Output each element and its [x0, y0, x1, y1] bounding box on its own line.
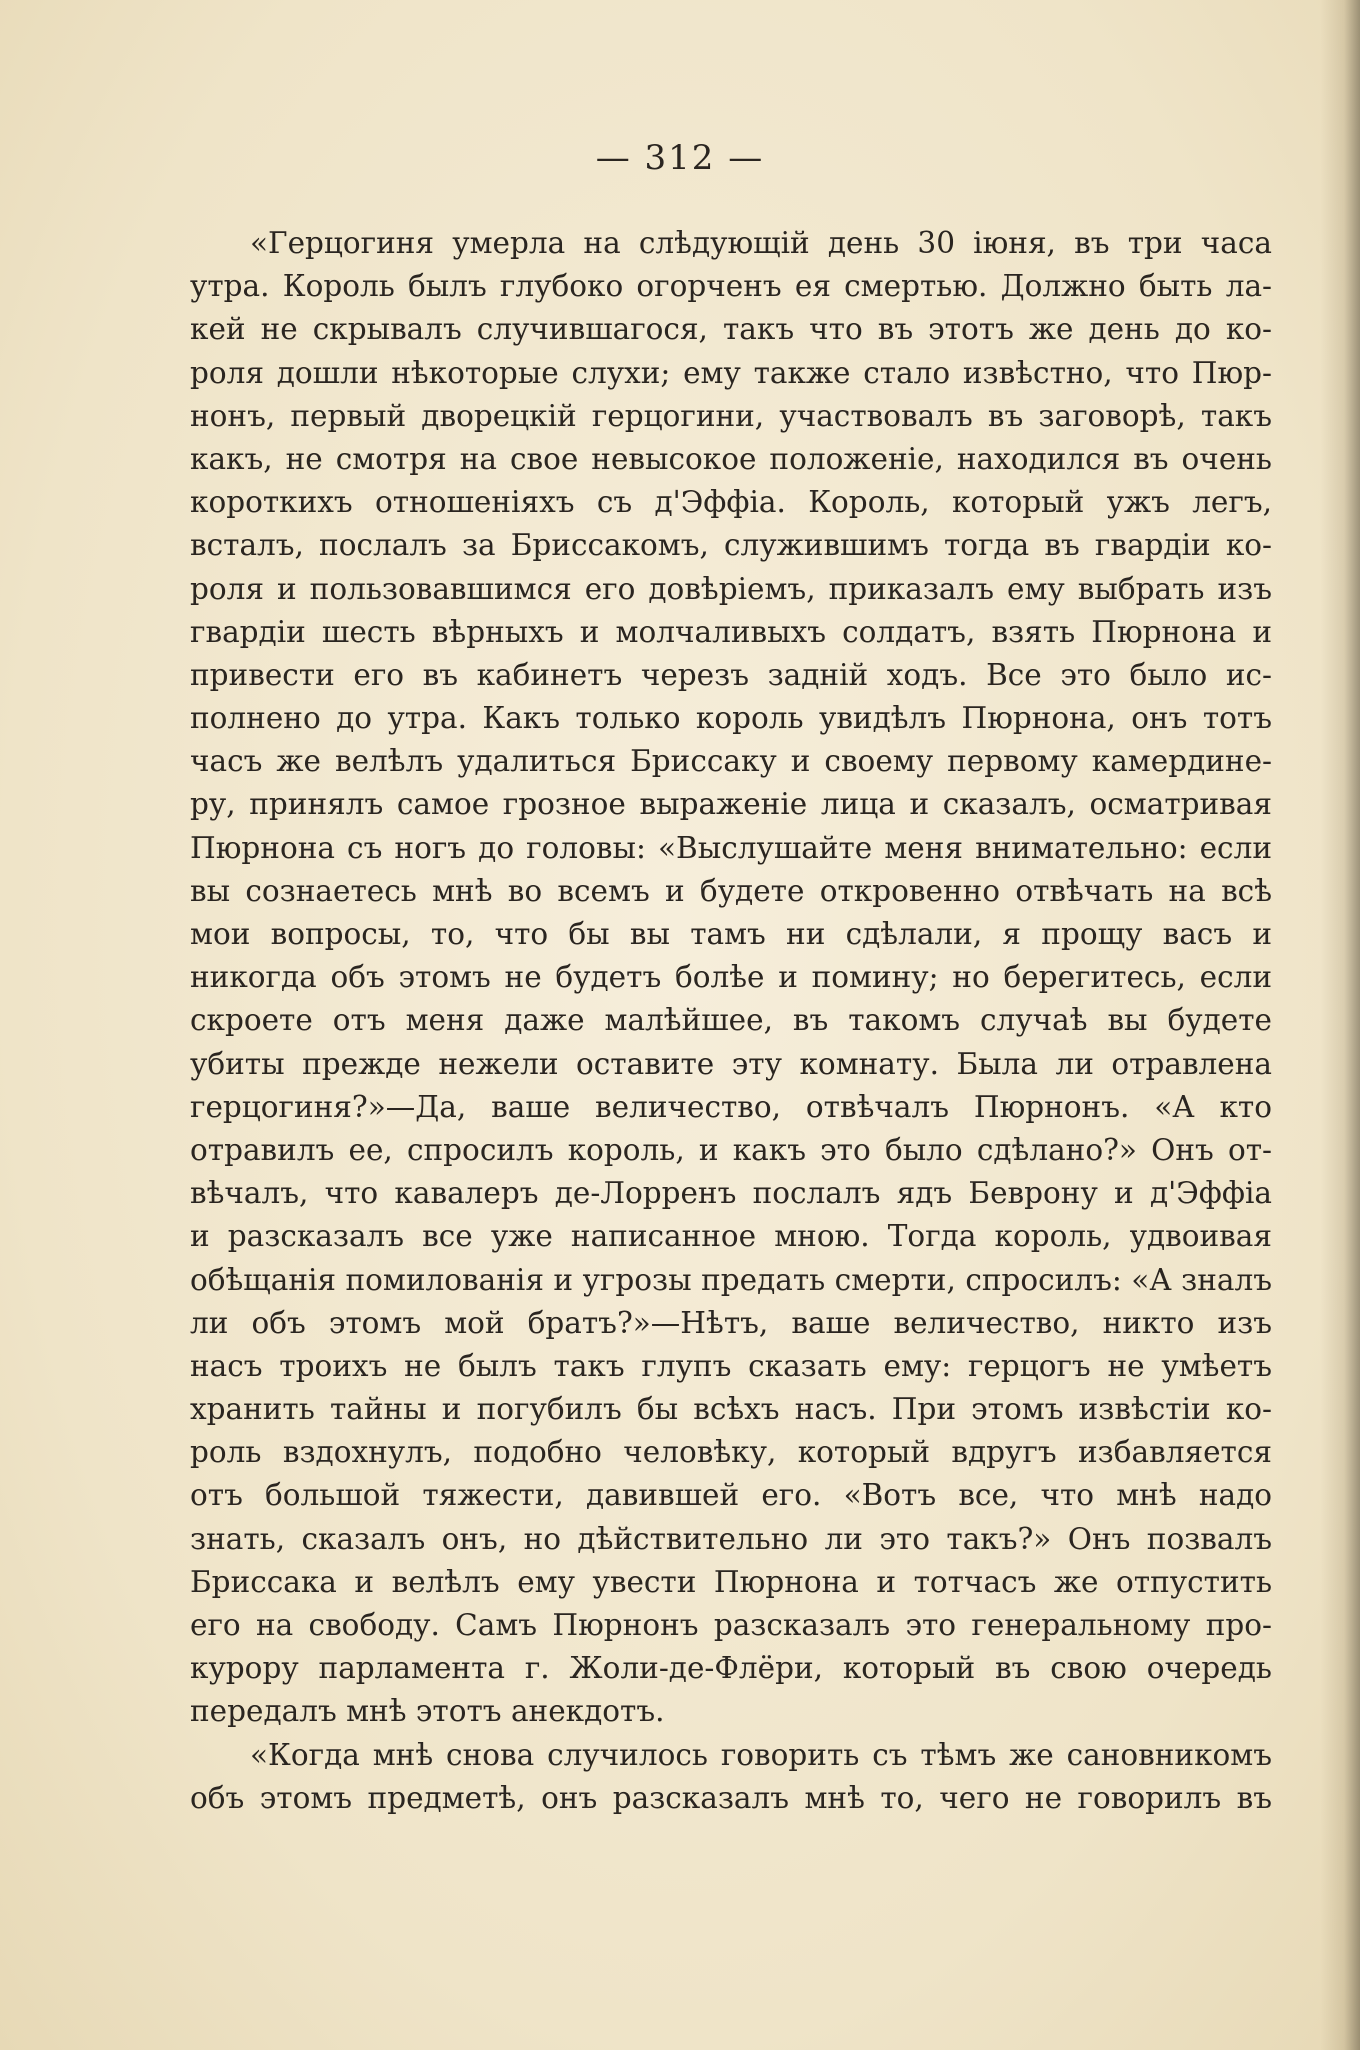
- text-line: гвардіи шесть вѣрныхъ и молчаливыхъ солдатъ, взять Пюрнона и: [190, 614, 1272, 649]
- text-line: всталъ, послалъ за Бриссакомъ, служившимъ тогда въ гвардіи ко-: [190, 528, 1272, 563]
- page-number: — 312 —: [595, 138, 765, 178]
- text-line: и разсказалъ все уже написанное мною. Тогда король, удвоивая: [190, 1219, 1272, 1254]
- text-line: герцогиня?»—Да, ваше величество, отвѣчалъ Пюрнонъ. «А кто: [190, 1089, 1272, 1124]
- text-line: объ этомъ предметѣ, онъ разсказалъ мнѣ то, чего не говорилъ въ: [190, 1780, 1272, 1815]
- text-line: хранить тайны и погубилъ бы всѣхъ насъ. При этомъ извѣстіи ко-: [190, 1392, 1272, 1427]
- text-line: ли объ этомъ мой братъ?»—Нѣтъ, ваше величество, никто изъ: [190, 1305, 1272, 1340]
- text-line: отъ большой тяжести, давившей его. «Вотъ все, что мнѣ надо: [190, 1478, 1272, 1513]
- text-line: вѣчалъ, что кавалеръ де-Лорренъ послалъ ядъ Беврону и д'Эффіа: [190, 1176, 1272, 1211]
- text-line: его на свободу. Самъ Пюрнонъ разсказалъ это генеральному про-: [190, 1608, 1272, 1642]
- text-line: вы сознаетесь мнѣ во всемъ и будете откровенно отвѣчать на всѣ: [190, 873, 1272, 908]
- text-line: убиты прежде нежели оставите эту комнату. Была ли отравлена: [190, 1046, 1272, 1081]
- text-line: какъ, не смотря на свое невысокое положеніе, находился въ очень: [190, 441, 1272, 476]
- text-line: никогда объ этомъ не будетъ болѣе и помину; но берегитесь, если: [190, 960, 1272, 995]
- text-line: Пюрнона съ ногъ до головы: «Выслушайте меня внимательно: если: [190, 830, 1272, 865]
- text-line: роль вздохнулъ, подобно человѣку, который вдругъ избавляется: [190, 1435, 1272, 1470]
- text-line: кей не скрывалъ случившагося, такъ что въ этотъ же день до ко-: [190, 312, 1272, 347]
- text-line: обѣщанія помилованія и угрозы предать смерти, спросилъ: «А зналъ: [190, 1262, 1272, 1297]
- page-edge-shadow: [1320, 0, 1360, 2050]
- text-line: нонъ, первый дворецкій герцогини, участвовалъ въ заговорѣ, такъ: [190, 398, 1272, 433]
- text-line: часъ же велѣлъ удалиться Бриссаку и своему первому камердине-: [190, 744, 1272, 779]
- text-line: курору парламента г. Жоли-де-Флёри, который въ свою очередь: [190, 1651, 1272, 1686]
- text-line: привести его въ кабинетъ черезъ задній ходъ. Все это было ис-: [190, 657, 1272, 692]
- text-line: ру, принялъ самое грозное выраженіе лица и сказалъ, осматривая: [190, 787, 1272, 822]
- text-line: «Герцогиня умерла на слѣдующій день 30 іюня, въ три часа: [250, 226, 1272, 260]
- text-line: знать, сказалъ онъ, но дѣйствительно ли это такъ?» Онъ позвалъ: [190, 1521, 1272, 1556]
- text-line: роля дошли нѣкоторые слухи; ему также стало извѣстно, что Пюр-: [190, 355, 1272, 390]
- text-line: насъ троихъ не былъ такъ глупъ сказать ему: герцогъ не умѣетъ: [190, 1348, 1272, 1383]
- body-text: [190, 222, 1272, 1820]
- text-line: отравилъ ее, спросилъ король, и какъ это было сдѣлано?» Онъ от-: [190, 1132, 1272, 1167]
- text-line: роля и пользовавшимся его довѣріемъ, приказалъ ему выбрать изъ: [190, 571, 1272, 606]
- text-line: скроете отъ меня даже малѣйшее, въ такомъ случаѣ вы будете: [190, 1003, 1272, 1038]
- text-line: утра. Король былъ глубоко огорченъ ея смертью. Должно быть ла-: [190, 269, 1272, 304]
- text-line: Бриссака и велѣлъ ему увести Пюрнона и тотчасъ же отпустить: [190, 1564, 1272, 1599]
- text-line: полнено до утра. Какъ только король увидѣлъ Пюрнона, онъ тотъ: [190, 701, 1272, 736]
- text-line: передалъ мнѣ этотъ анекдотъ.: [190, 1694, 665, 1729]
- text-line: короткихъ отношеніяхъ съ д'Эффіа. Король, который ужъ легъ,: [190, 485, 1272, 520]
- text-line: «Когда мнѣ снова случилось говорить съ тѣмъ же сановникомъ: [250, 1737, 1272, 1772]
- text-line: мои вопросы, то, что бы вы тамъ ни сдѣлали, я прощу васъ и: [190, 917, 1272, 951]
